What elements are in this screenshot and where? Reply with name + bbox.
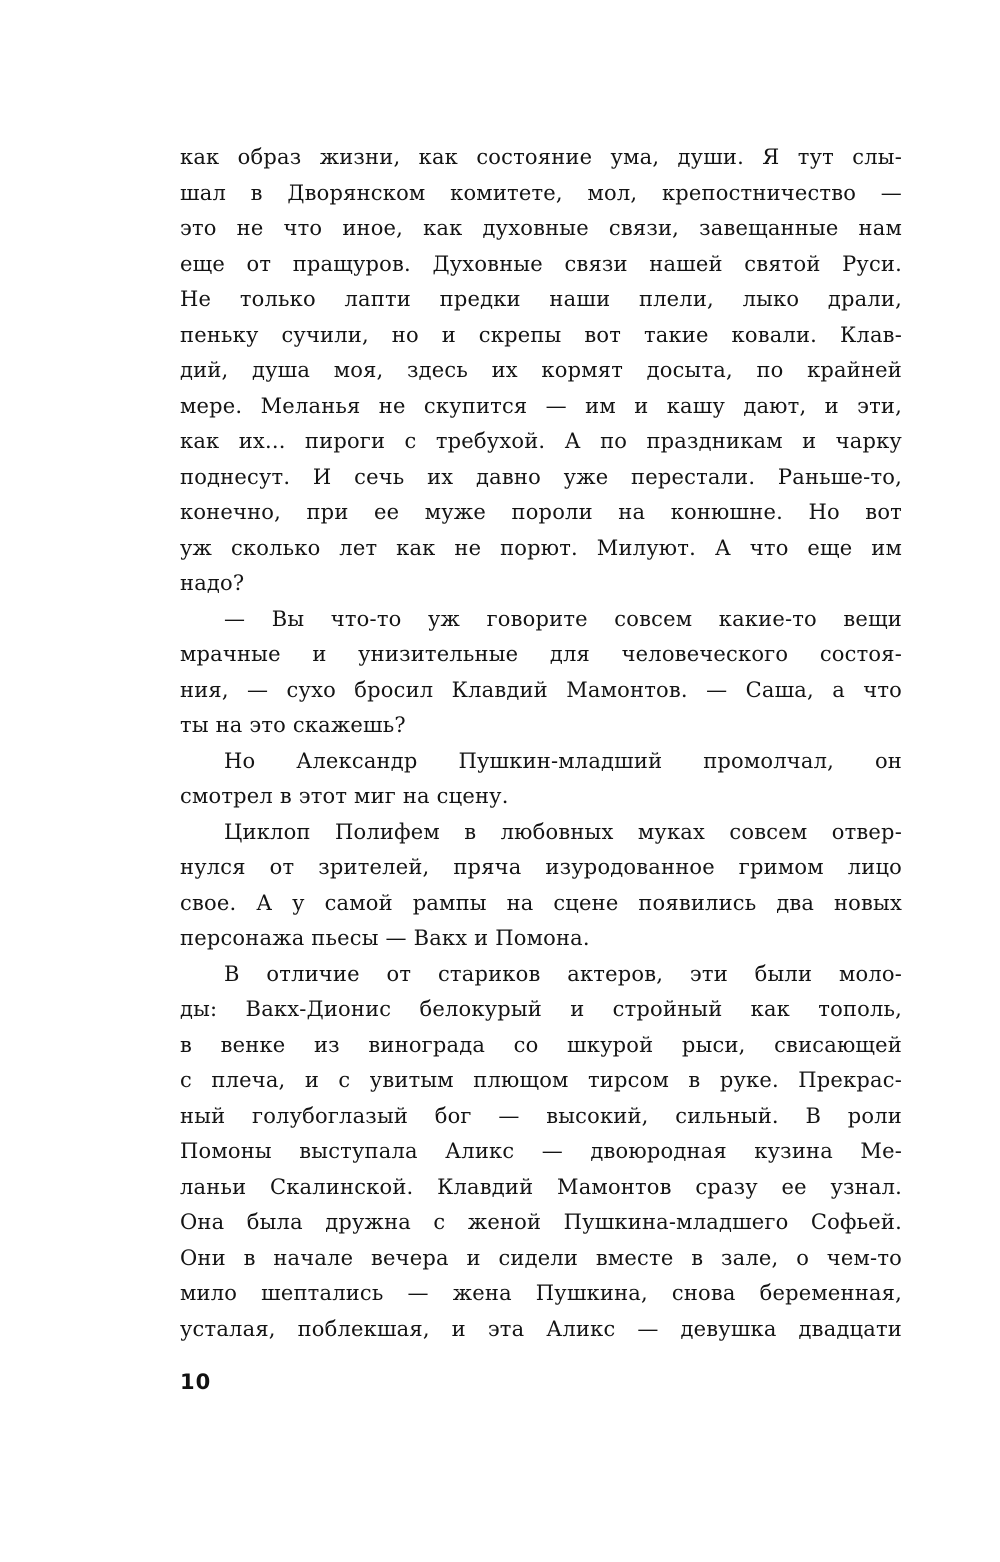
text-line: ланьи Скалинской. Клавдий Мамонтов сразу ее узнал. bbox=[180, 1174, 902, 1199]
text-line: Не только лапти предки наши плели, лыко драли, bbox=[180, 287, 902, 311]
text-line: мере. Меланья не скупится — им и кашу дают, и эти, bbox=[180, 393, 902, 418]
text-line: Но Александр Пушкин-младший промолчал, он bbox=[224, 748, 902, 773]
text-line: Она была дружна с женой Пушкина-младшего Софьей. bbox=[180, 1210, 902, 1234]
text-line: — Вы что-то уж говорите совсем какие-то вещи bbox=[224, 606, 902, 631]
text-line: Циклоп Полифем в любовных муках совсем отвер- bbox=[224, 819, 902, 844]
text-line: как их... пироги с требухой. А по праздникам и чарку bbox=[180, 429, 902, 453]
text-line: ты на это скажешь? bbox=[180, 713, 406, 737]
text-line: конечно, при ее муже пороли на конюшне. Но вот bbox=[180, 500, 902, 524]
text-line: ный голубоглазый бог — высокий, сильный. В роли bbox=[180, 1103, 902, 1128]
text-line: мрачные и унизительные для человеческого состоя- bbox=[180, 642, 902, 666]
text-line: нулся от зрителей, пряча изуродованное гримом лицо bbox=[180, 855, 902, 879]
text-line: пеньку сучили, но и скрепы вот такие ковали. Клав- bbox=[180, 322, 902, 347]
text-line: еще от пращуров. Духовные связи нашей святой Руси. bbox=[180, 251, 902, 276]
text-line: Они в начале вечера и сидели вместе в зале, о чем-то bbox=[180, 1245, 902, 1270]
text-line: с плеча, и с увитым плющом тирсом в руке. Прекрас- bbox=[180, 1068, 902, 1092]
text-line: поднесут. И сечь их давно уже перестали. Раньше-то, bbox=[180, 464, 902, 489]
text-line: в венке из винограда со шкурой рыси, свисающей bbox=[180, 1032, 902, 1057]
text-line: как образ жизни, как состояние ума, души. Я тут слы- bbox=[180, 145, 902, 169]
text-line: ды: Вакх-Дионис белокурый и стройный как тополь, bbox=[180, 997, 902, 1021]
text-line: мило шептались — жена Пушкина, снова беременная, bbox=[180, 1281, 902, 1305]
text-line: это не что иное, как духовные связи, завещанные нам bbox=[180, 216, 902, 240]
body-text bbox=[180, 140, 902, 1347]
text-line: ния, — сухо бросил Клавдий Мамонтов. — Саша, а что bbox=[180, 677, 902, 702]
text-line: усталая, поблекшая, и эта Аликс — девушка двадцати bbox=[180, 1316, 902, 1341]
text-line: смотрел в этот миг на сцену. bbox=[180, 784, 509, 808]
page-number: 10 bbox=[180, 1370, 212, 1394]
text-line: уж сколько лет как не порют. Милуют. А что еще им bbox=[180, 535, 902, 560]
text-line: В отличие от стариков актеров, эти были моло- bbox=[224, 961, 902, 986]
text-line: шал в Дворянском комитете, мол, крепостничество — bbox=[180, 180, 902, 205]
text-line: Помоны выступала Аликс — двоюродная кузина Ме- bbox=[180, 1139, 902, 1163]
text-line: персонажа пьесы — Вакх и Помона. bbox=[180, 926, 590, 950]
text-line: свое. А у самой рампы на сцене появились два новых bbox=[180, 890, 902, 915]
text-line: надо? bbox=[180, 571, 245, 595]
text-line: дий, душа моя, здесь их кормят досыта, по крайней bbox=[180, 358, 902, 382]
